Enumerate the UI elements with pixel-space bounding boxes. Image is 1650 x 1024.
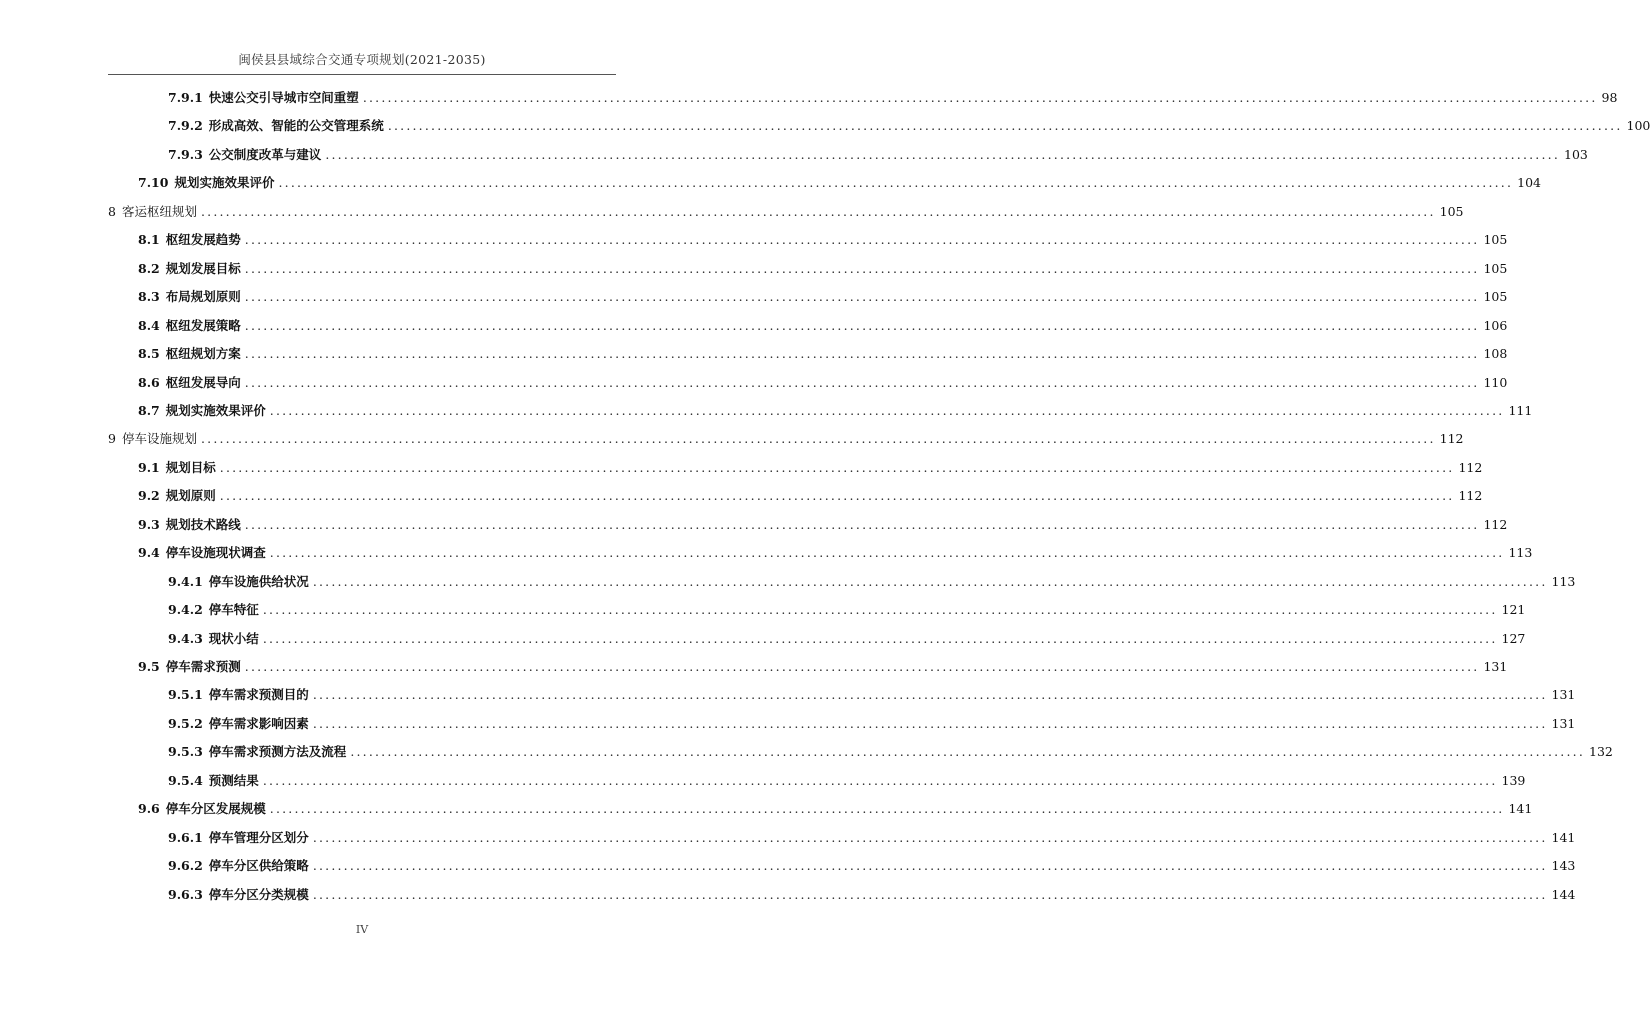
toc-entry-page: 106 bbox=[1483, 317, 1508, 333]
toc-entry-page: 108 bbox=[1483, 346, 1508, 362]
toc-entry[interactable] bbox=[138, 458, 1483, 478]
toc-leader-dots: ........................................................................................................................................................................................................ bbox=[244, 289, 1480, 305]
toc-entry-number: 8.6 bbox=[138, 374, 160, 390]
toc-leader-dots: ........................................................................................................................................................................................................ bbox=[262, 772, 1498, 788]
toc-entry-title: 布局规划原则 bbox=[165, 289, 241, 305]
toc-entry[interactable] bbox=[138, 543, 1533, 563]
toc-entry[interactable] bbox=[168, 685, 1576, 705]
toc-leader-dots: ........................................................................................................................................................................................................ bbox=[244, 232, 1480, 248]
toc-leader-dots: ........................................................................................................................................................................................................ bbox=[219, 488, 1455, 504]
toc-entry-number: 9.4.3 bbox=[168, 630, 203, 646]
toc-entry-title: 枢纽发展策略 bbox=[165, 317, 241, 333]
toc-entry-number: 8 bbox=[108, 203, 116, 219]
toc-entry-number: 7.9.3 bbox=[168, 146, 203, 162]
toc-leader-dots: ........................................................................................................................................................................................................ bbox=[312, 715, 1548, 731]
toc-entry[interactable] bbox=[138, 344, 1508, 364]
toc-entry-page: 112 bbox=[1439, 431, 1464, 447]
toc-entry-page: 105 bbox=[1439, 203, 1464, 219]
toc-entry-number: 9.1 bbox=[138, 459, 160, 475]
toc-entry-title: 快速公交引导城市空间重塑 bbox=[208, 90, 359, 105]
toc-entry[interactable] bbox=[138, 316, 1508, 336]
toc-leader-dots: ........................................................................................................................................................................................................ bbox=[244, 516, 1480, 532]
toc-entry-number: 9.5.1 bbox=[168, 687, 203, 703]
toc-entry[interactable] bbox=[138, 287, 1508, 307]
toc-entry-page: 139 bbox=[1501, 772, 1526, 788]
toc-entry-number: 8.3 bbox=[138, 289, 160, 305]
toc-entry[interactable] bbox=[168, 629, 1526, 649]
toc-entry-title: 规划发展目标 bbox=[165, 260, 241, 276]
toc-leader-dots: ........................................................................................................................................................................................................ bbox=[244, 659, 1480, 674]
toc-entry-title: 现状小结 bbox=[208, 630, 259, 646]
toc-entry-title: 停车需求影响因素 bbox=[208, 715, 309, 731]
toc-entry-number: 9.4.2 bbox=[168, 602, 203, 618]
toc-entry-number: 8.4 bbox=[138, 317, 160, 333]
toc-entry-page: 105 bbox=[1483, 260, 1508, 276]
toc-entry-number: 9.5.2 bbox=[168, 715, 203, 731]
toc-entry[interactable] bbox=[108, 429, 1464, 449]
toc-entry-page: 112 bbox=[1483, 516, 1508, 532]
toc-leader-dots: ........................................................................................................................................................................................................ bbox=[312, 829, 1548, 845]
toc-entry[interactable] bbox=[138, 230, 1508, 250]
toc-entry-title: 停车设施供给状况 bbox=[208, 573, 309, 589]
toc-leader-dots: ........................................................................................................................................................................................................ bbox=[312, 886, 1548, 902]
toc-entry-title: 规划技术路线 bbox=[165, 516, 241, 532]
toc-leader-dots: ........................................................................................................................................................................................................ bbox=[325, 146, 1560, 162]
toc-entry-number: 8.1 bbox=[138, 232, 160, 248]
toc-entry-title: 规划实施效果评价 bbox=[174, 175, 275, 191]
toc-leader-dots: ........................................................................................................................................................................................................ bbox=[278, 175, 1514, 191]
toc-entry[interactable] bbox=[168, 828, 1576, 848]
toc-leader-dots: ........................................................................................................................................................................................................ bbox=[262, 630, 1498, 646]
toc-entry-title: 枢纽规划方案 bbox=[165, 346, 241, 362]
toc-entry-number: 9.6 bbox=[138, 801, 160, 817]
toc-entry-page: 105 bbox=[1483, 232, 1508, 248]
toc-entry-title: 预测结果 bbox=[208, 772, 259, 788]
toc-entry-page: 113 bbox=[1508, 545, 1533, 561]
toc-leader-dots: ........................................................................................................................................................................................................ bbox=[269, 801, 1505, 817]
toc-entry[interactable] bbox=[138, 799, 1533, 819]
toc-entry-page: 104 bbox=[1517, 175, 1542, 191]
toc-entry[interactable] bbox=[138, 515, 1508, 535]
toc-entry-title: 形成高效、智能的公交管理系统 bbox=[208, 118, 384, 134]
toc-entry-page: 144 bbox=[1551, 886, 1576, 902]
toc-leader-dots: ........................................................................................................................................................................................................ bbox=[312, 858, 1548, 874]
toc-entry-title: 停车需求预测方法及流程 bbox=[208, 744, 347, 760]
toc-leader-dots: ........................................................................................................................................................................................................ bbox=[269, 402, 1505, 418]
toc-entry[interactable] bbox=[168, 856, 1576, 876]
toc-entry-page: 110 bbox=[1483, 374, 1508, 390]
toc-entry-page: 112 bbox=[1458, 488, 1483, 504]
toc-entry-page: 131 bbox=[1551, 687, 1576, 703]
toc-entry[interactable] bbox=[168, 742, 1613, 762]
toc-entry-number: 9.6.3 bbox=[168, 886, 203, 902]
toc-entry-number: 9.5.4 bbox=[168, 772, 203, 788]
page-number: IV bbox=[355, 923, 369, 936]
toc-entry-title: 停车分区分类规模 bbox=[208, 886, 309, 902]
toc-entry-number: 8.7 bbox=[138, 402, 160, 418]
toc-entry[interactable] bbox=[168, 572, 1576, 592]
toc-leader-dots: ........................................................................................................................................................................................................ bbox=[200, 203, 1436, 219]
toc-leader-dots: ........................................................................................................................................................................................................ bbox=[350, 744, 1585, 760]
toc-leader-dots: ........................................................................................................................................................................................................ bbox=[200, 431, 1436, 447]
toc-entry-page: 121 bbox=[1501, 602, 1526, 618]
toc-entry-title: 枢纽发展趋势 bbox=[165, 232, 241, 248]
toc-entry[interactable] bbox=[168, 600, 1526, 620]
toc-entry-page: 105 bbox=[1483, 289, 1508, 305]
toc-leader-dots: ........................................................................................................................................................................................................ bbox=[312, 573, 1548, 589]
toc-entry-title: 规划原则 bbox=[165, 488, 216, 504]
toc-entry-page: 100 bbox=[1626, 118, 1650, 134]
toc-leader-dots: ........................................................................................................................................................................................................ bbox=[387, 118, 1623, 134]
toc-entry-page: 143 bbox=[1551, 858, 1576, 874]
toc-entry-page: 132 bbox=[1589, 744, 1613, 760]
page-header: 闽侯县县域综合交通专项规划(2021-2035) bbox=[238, 52, 486, 67]
toc-entry-number: 7.9.1 bbox=[168, 90, 203, 105]
toc-entry-title: 停车设施现状调查 bbox=[165, 545, 266, 561]
toc-entry[interactable] bbox=[138, 259, 1508, 279]
toc-entry-title: 停车分区供给策略 bbox=[208, 858, 309, 874]
toc-entry-title: 公交制度改革与建议 bbox=[208, 146, 322, 162]
toc-entry-page: 127 bbox=[1501, 630, 1526, 646]
toc-entry[interactable] bbox=[168, 145, 1588, 165]
toc-entry-number: 7.9.2 bbox=[168, 118, 203, 134]
toc-entry[interactable] bbox=[168, 771, 1526, 791]
toc-leader-dots: ........................................................................................................................................................................................................ bbox=[244, 374, 1480, 390]
toc-entry-number: 9 bbox=[108, 431, 116, 447]
toc-entry[interactable] bbox=[168, 116, 1650, 136]
toc-entry[interactable] bbox=[168, 88, 1618, 108]
toc-entry[interactable] bbox=[168, 714, 1576, 734]
toc-entry[interactable] bbox=[138, 486, 1483, 506]
toc-entry-page: 131 bbox=[1551, 715, 1576, 731]
toc-entry-title: 停车需求预测目的 bbox=[208, 687, 309, 703]
toc-entry-number: 9.2 bbox=[138, 488, 160, 504]
toc-entry-number: 9.6.2 bbox=[168, 858, 203, 874]
toc-entry-number: 9.4 bbox=[138, 545, 160, 561]
toc-entry-number: 7.10 bbox=[138, 175, 169, 191]
toc-entry-title: 停车设施规划 bbox=[121, 431, 197, 447]
toc-entry-title: 停车需求预测 bbox=[165, 659, 241, 674]
toc-entry-page: 111 bbox=[1508, 402, 1533, 418]
toc-leader-dots: ........................................................................................................................................................................................................ bbox=[244, 317, 1480, 333]
toc-entry-title: 规划目标 bbox=[165, 459, 216, 475]
toc-entry[interactable] bbox=[138, 173, 1542, 193]
toc-entry[interactable] bbox=[138, 401, 1533, 421]
toc-entry-number: 9.5 bbox=[138, 659, 160, 674]
toc-entry-title: 客运枢纽规划 bbox=[121, 203, 197, 219]
header-rule bbox=[108, 74, 616, 75]
toc-entry-title: 规划实施效果评价 bbox=[165, 402, 266, 418]
toc-entry-title: 枢纽发展导向 bbox=[165, 374, 241, 390]
toc-entry-page: 141 bbox=[1508, 801, 1533, 817]
toc-entry-number: 9.5.3 bbox=[168, 744, 203, 760]
toc-entry-page: 131 bbox=[1483, 659, 1508, 674]
toc-entry-page: 98 bbox=[1601, 90, 1618, 105]
toc-leader-dots: ........................................................................................................................................................................................................ bbox=[244, 346, 1480, 362]
toc-leader-dots: ........................................................................................................................................................................................................ bbox=[312, 687, 1548, 703]
toc-entry-number: 8.5 bbox=[138, 346, 160, 362]
toc-entry-title: 停车分区发展规模 bbox=[165, 801, 266, 817]
toc-entry[interactable] bbox=[138, 373, 1508, 393]
toc-entry-number: 9.6.1 bbox=[168, 829, 203, 845]
toc-entry[interactable] bbox=[138, 657, 1508, 677]
toc-entry-number: 9.3 bbox=[138, 516, 160, 532]
toc-entry-page: 112 bbox=[1458, 459, 1483, 475]
toc-entry[interactable] bbox=[108, 202, 1464, 222]
toc-leader-dots: ........................................................................................................................................................................................................ bbox=[244, 260, 1480, 276]
toc-entry-page: 103 bbox=[1564, 146, 1588, 162]
toc-entry-page: 141 bbox=[1551, 829, 1576, 845]
toc-entry[interactable] bbox=[168, 885, 1576, 905]
toc-entry-number: 9.4.1 bbox=[168, 573, 203, 589]
toc-leader-dots: ........................................................................................................................................................................................................ bbox=[269, 545, 1505, 561]
toc-entry-title: 停车管理分区划分 bbox=[208, 829, 309, 845]
toc-entry-number: 8.2 bbox=[138, 260, 160, 276]
toc-leader-dots: ........................................................................................................................................................................................................ bbox=[219, 459, 1455, 475]
toc-entry-title: 停车特征 bbox=[208, 602, 259, 618]
toc-leader-dots: ........................................................................................................................................................................................................ bbox=[362, 90, 1598, 105]
toc-leader-dots: ........................................................................................................................................................................................................ bbox=[262, 602, 1498, 618]
toc-entry-page: 113 bbox=[1551, 573, 1576, 589]
